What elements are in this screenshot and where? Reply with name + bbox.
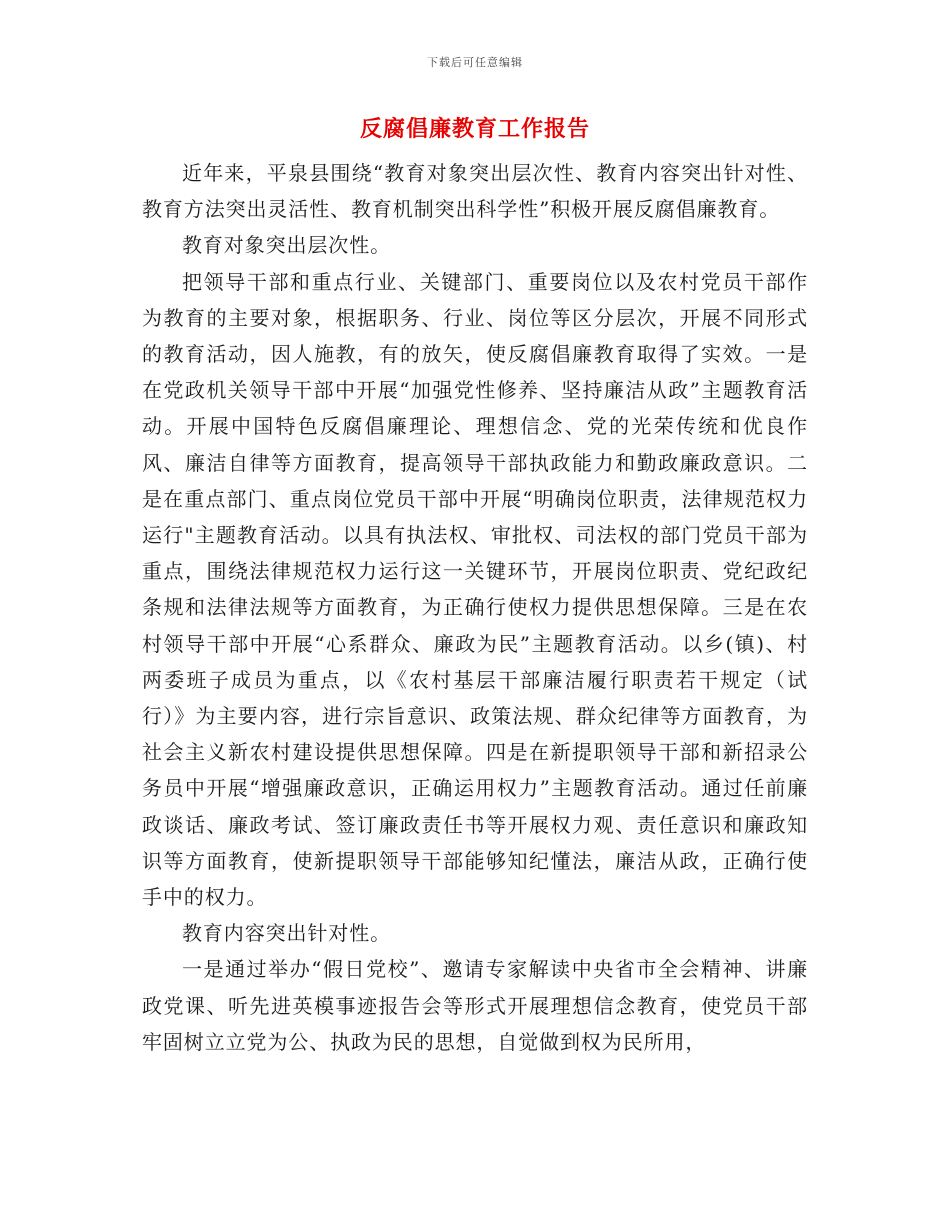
paragraph-content: 一是通过举办“假日党校”、邀请专家解读中央省市全会精神、讲廉政党课、听先进英模事迹报告会等形式开展理想信念教育，使党员干部牢固树立立党为公、执政为民的思想，自觉做到权为民所用，: [142, 957, 808, 1054]
paragraph-audience: 把领导干部和重点行业、关键部门、重要岗位以及农村党员干部作为教育的主要对象，根据职务、行业、岗位等区分层次，开展不同形式的教育活动，因人施教，有的放矢，使反腐倡廉教育取得了实效。一是在党政机关领导干部中开展“加强党性修养、坚持廉洁从政”主题教育活动。开展中国特色反腐倡廉理论、理想信念、党的光荣传统和优良作风、廉洁自律等方面教育，提高领导干部执政能力和勤政廉政意识。二是在重点部门、重点岗位党员干部中开展“明确岗位职责，法律规范权力运行"主题教育活动。以具有执法权、审批权、司法权的部门党员干部为重点，围绕法律规范权力运行这一关键环节，开展岗位职责、党纪政纪条规和法律法规等方面教育，为正确行使权力提供思想保障。三是在农村领导干部中开展“心系群众、廉政为民”主题教育活动。以乡(镇)、村两委班子成员为重点，以《农村基层干部廉洁履行职责若干规定（试行）》为主要内容，进行宗旨意识、政策法规、群众纪律等方面教育，为社会主义新农村建设提供思想保障。四是在新提职领导干部和新招录公务员中开展“增强廉政意识，正确运用权力”主题教育活动。通过任前廉政谈话、廉政考试、签订廉政责任书等开展权力观、责任意识和廉政知识等方面教育，使新提职领导干部能够知纪懂法，廉洁从政，正确行使手中的权力。: [142, 269, 808, 910]
page-header-note: 下载后可任意编辑: [427, 56, 523, 69]
document-body: [142, 155, 808, 1060]
section-heading-content: 教育内容突出针对性。: [182, 921, 391, 946]
document-title: 反腐倡廉教育工作报告: [359, 117, 590, 142]
section-heading-audience: 教育对象突出层次性。: [182, 233, 391, 258]
paragraph-intro: 近年来，平泉县围绕“教育对象突出层次性、教育内容突出针对性、教育方法突出灵活性、教育机制突出科学性”积极开展反腐倡廉教育。: [142, 161, 808, 222]
